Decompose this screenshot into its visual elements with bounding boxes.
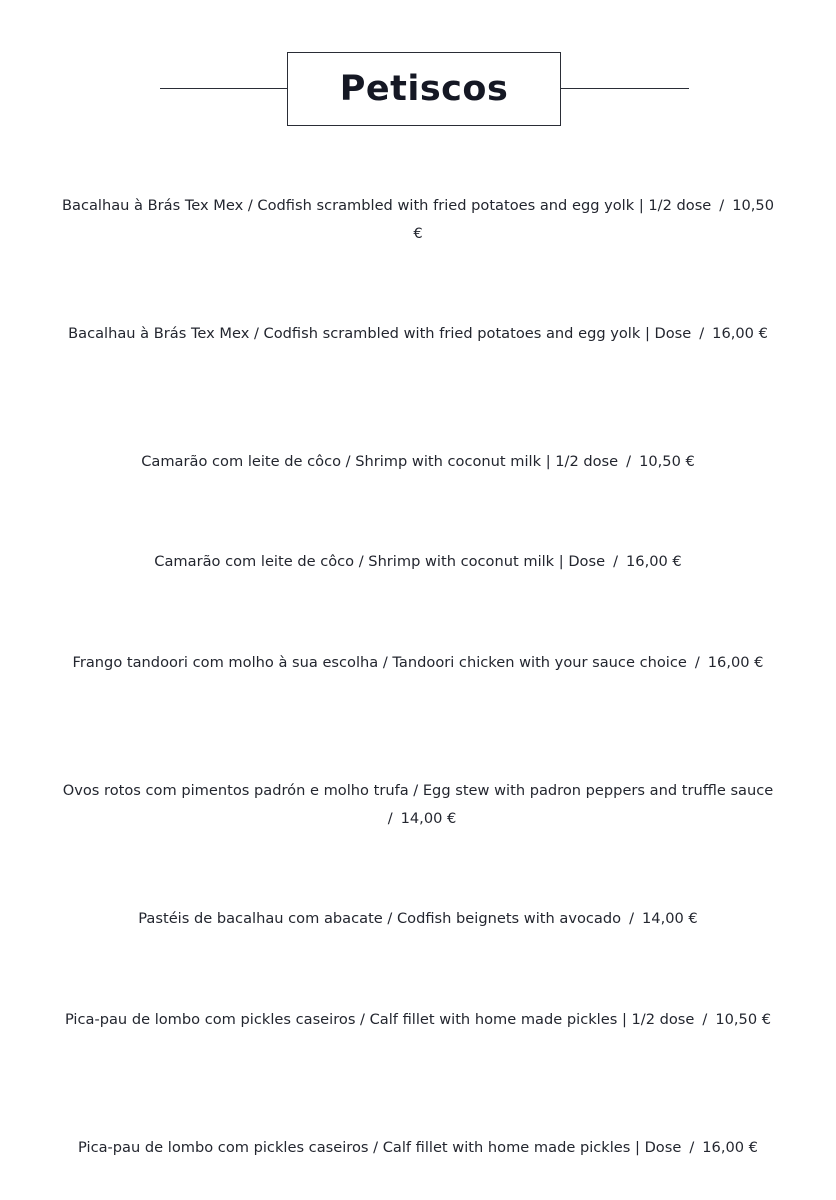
menu-item — [60, 1006, 776, 1034]
price-separator: / — [629, 910, 634, 927]
price-separator: / — [719, 197, 725, 214]
item-name: Bacalhau à Brás Tex Mex / Codfish scrambled with fried potatoes and egg yolk | Dose — [68, 325, 692, 342]
item-name: Pica-pau de lombo com pickles caseiros / Calf fillet with home made pickles | 1/2 dose — [64, 1011, 695, 1028]
title-box — [287, 52, 561, 126]
item-price: 16,00 € — [702, 1139, 758, 1156]
page-title: Petiscos — [339, 68, 509, 109]
item-name: Pastéis de bacalhau com abacate / Codfish beignets with avocado — [138, 910, 622, 927]
item-price: 10,50 € — [639, 453, 695, 470]
item-price: 16,00 € — [626, 553, 682, 570]
menu-item — [30, 1134, 806, 1162]
price-separator: / — [699, 325, 705, 342]
price-separator: / — [387, 809, 393, 827]
item-name: Ovos rotos com pimentos padrón e molho trufa / Egg stew with padron peppers and truffle sauce — [62, 782, 774, 799]
right-divider — [561, 88, 689, 89]
item-name: Bacalhau à Brás Tex Mex / Codfish scrambled with fried potatoes and egg yolk | 1/2 dose — [62, 197, 712, 214]
item-name: Camarão com leite de côco / Shrimp with coconut milk | Dose — [154, 553, 606, 570]
menu-item — [60, 905, 776, 933]
item-price: 10,50 € — [413, 197, 774, 242]
price-separator: / — [694, 654, 700, 671]
price-separator: / — [613, 553, 618, 570]
item-price: 16,00 € — [707, 654, 764, 671]
item-name: Pica-pau de lombo com pickles caseiros / Calf fillet with home made pickles | Dose — [78, 1139, 682, 1156]
price-separator: / — [689, 1139, 695, 1156]
menu-item — [60, 649, 776, 677]
item-price: 14,00 € — [400, 809, 457, 827]
price-separator: / — [626, 453, 632, 470]
menu-item — [60, 320, 776, 348]
item-name: Frango tandoori com molho à sua escolha / Tandoori chicken with your sauce choice — [72, 654, 687, 671]
item-price: 14,00 € — [642, 910, 698, 927]
item-name: Camarão com leite de côco / Shrimp with coconut milk | 1/2 dose — [141, 453, 619, 470]
menu-header — [0, 0, 836, 140]
menu-item — [60, 448, 776, 476]
menu-item — [60, 777, 776, 832]
left-divider — [160, 88, 287, 89]
price-separator: / — [702, 1011, 708, 1028]
menu-item — [60, 192, 776, 247]
menu-item — [60, 548, 776, 576]
item-price: 10,50 € — [715, 1011, 772, 1028]
item-price: 16,00 € — [712, 325, 768, 342]
